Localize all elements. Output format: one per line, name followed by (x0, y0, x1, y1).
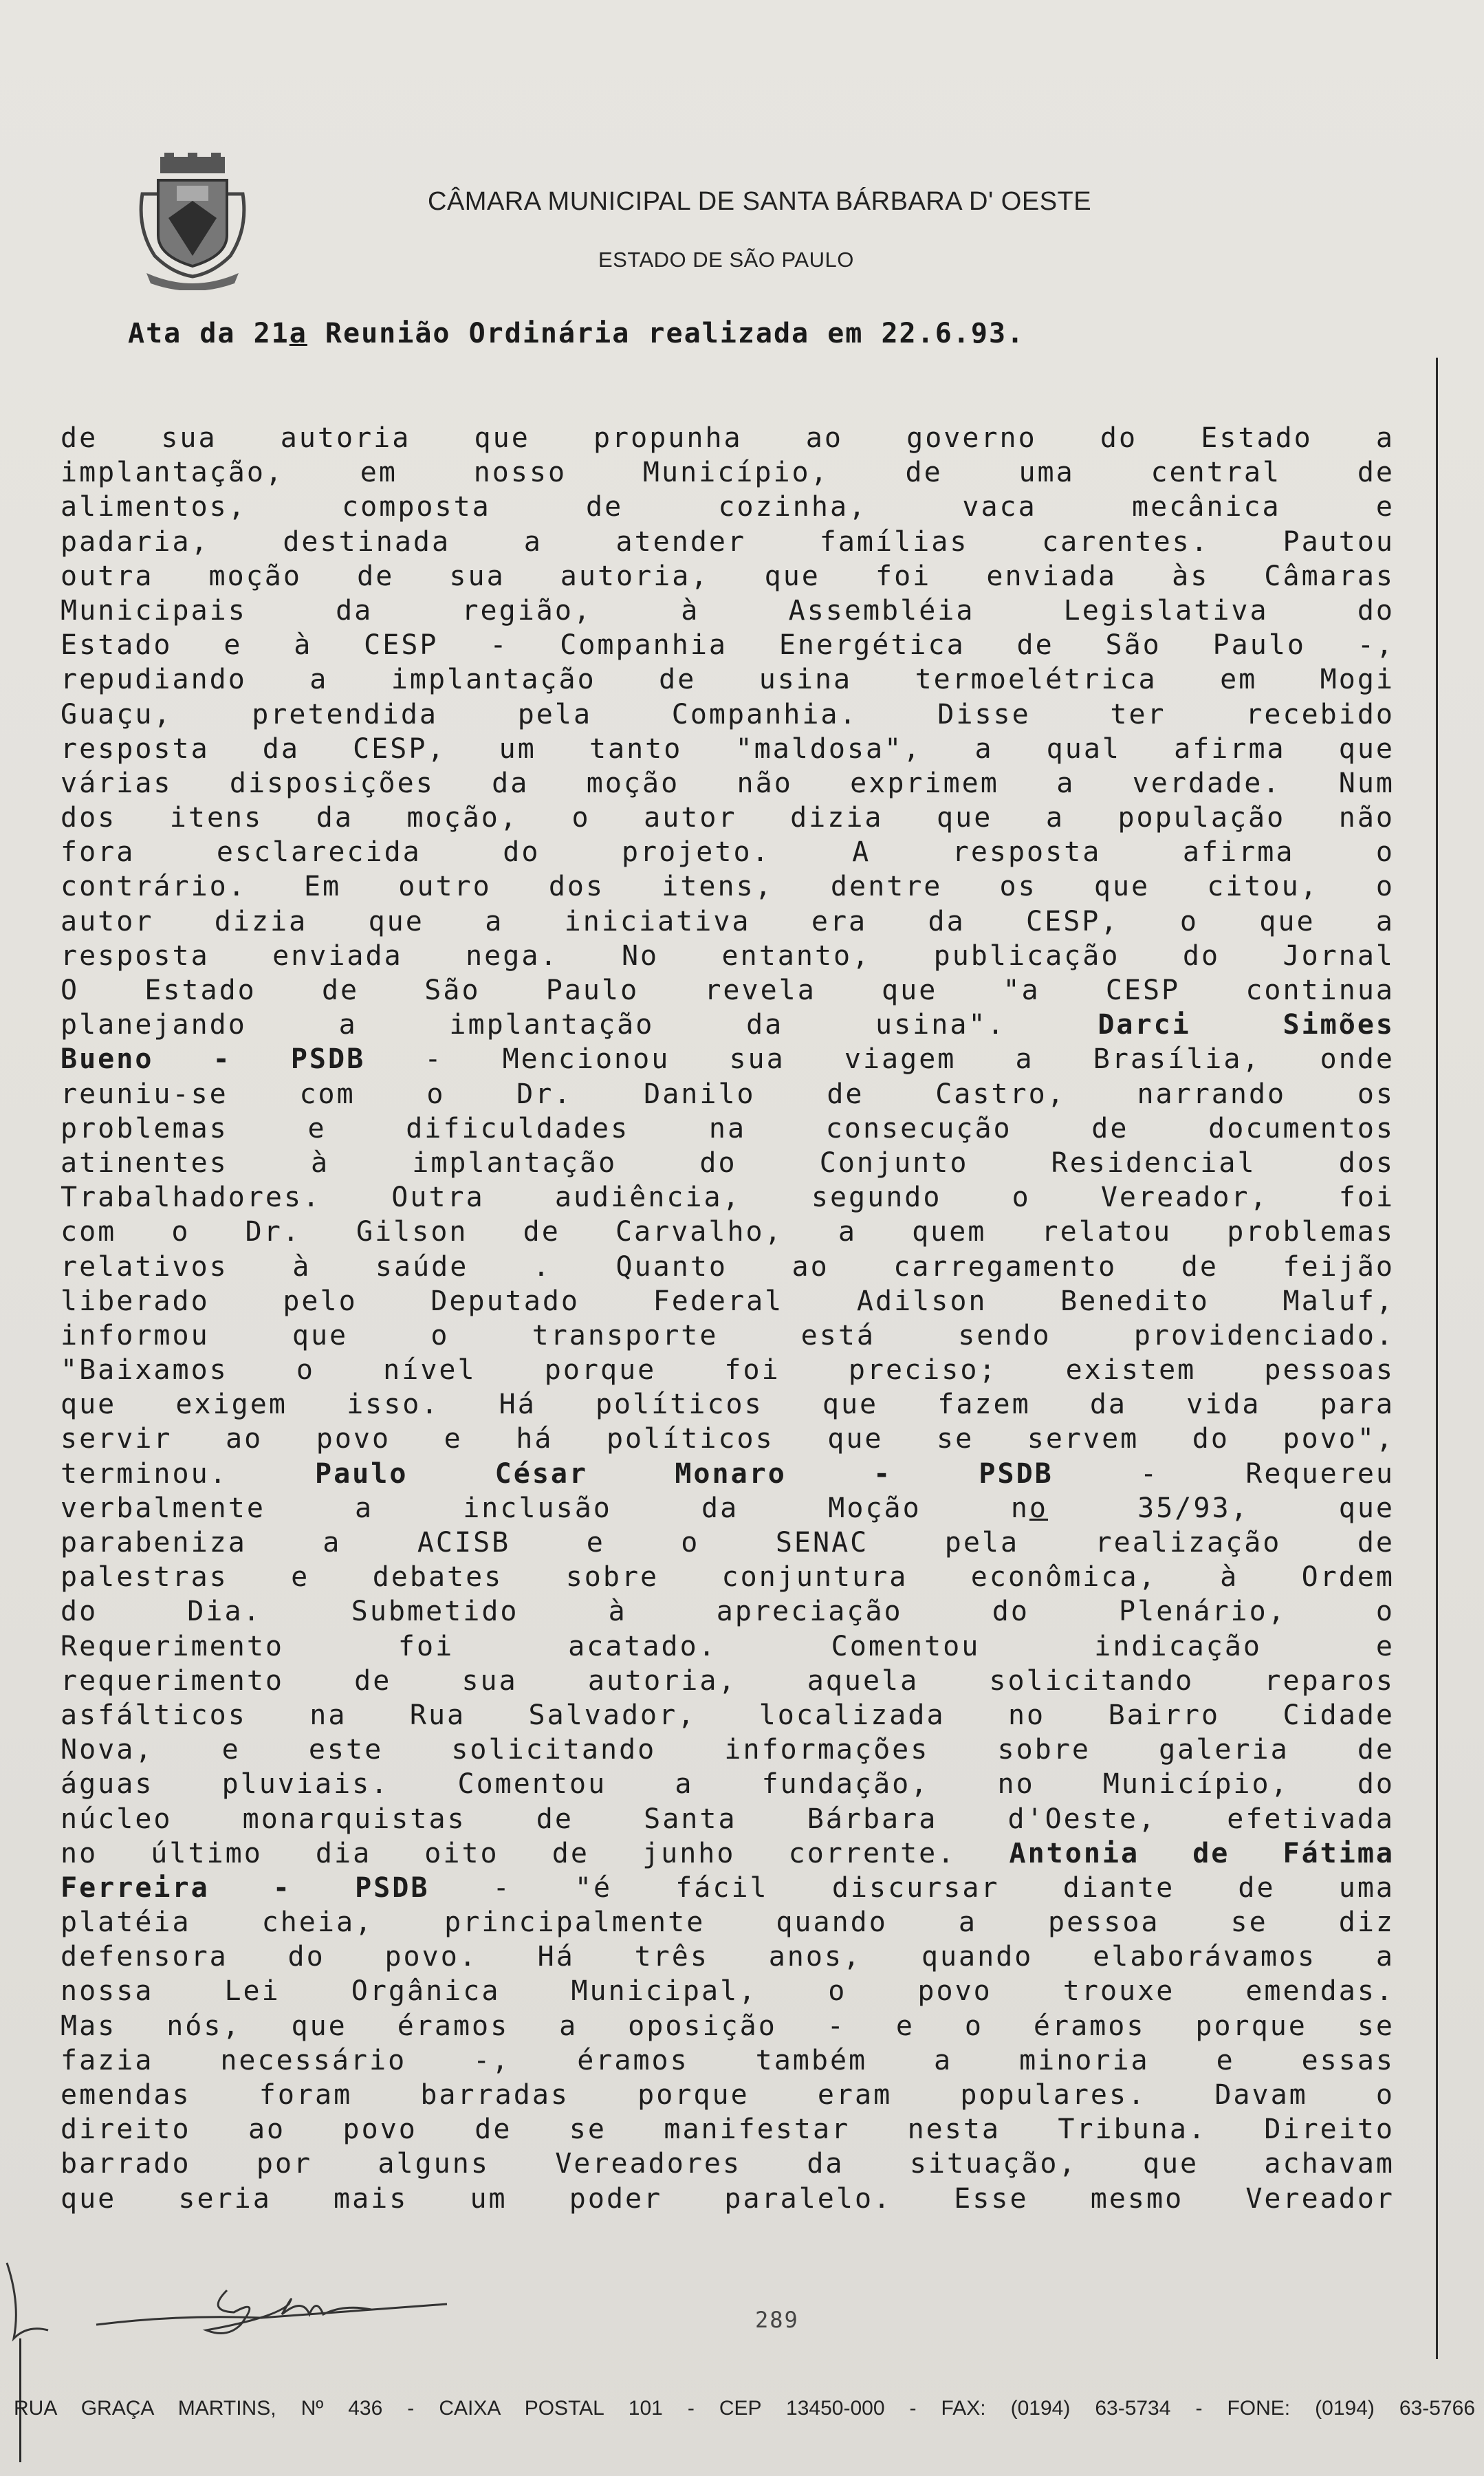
title-rest: Reunião Ordinária realizada em 22.6.93. (307, 318, 1025, 349)
text-line: palestras e debates sobre conjuntura econômica, à Ordem (61, 1561, 1395, 1594)
text-line: núcleo monarquistas de Santa Bárbara d'Oeste, efetivada (61, 1803, 1395, 1835)
text-run: 35/93, que (1048, 1492, 1395, 1524)
text-line (61, 1457, 1395, 1491)
text-line: de sua autoria que propunha ao governo do Estado a (61, 422, 1395, 454)
text-line: Mas nós, que éramos a oposição - e o éramos porque se (61, 2010, 1395, 2042)
municipal-coat-of-arms-icon (134, 153, 251, 290)
text-line: nossa Lei Orgânica Municipal, o povo trouxe emendas. (61, 1975, 1395, 2008)
text-line: Trabalhadores. Outra audiência, segundo o Vereador, foi (61, 1182, 1395, 1214)
institution-state: ESTADO DE SÃO PAULO (598, 248, 854, 272)
text-line: águas pluviais. Comentou a fundação, no Município, do (61, 1768, 1395, 1801)
institution-name: CÂMARA MUNICIPAL DE SANTA BÁRBARA D' OESTE (428, 187, 1092, 216)
text-line (61, 1042, 1395, 1076)
text-line (61, 1008, 1395, 1042)
text-line: do Dia. Submetido à apreciação do Plenário, o (61, 1596, 1395, 1628)
text-run: - Requereu (1053, 1457, 1395, 1490)
text-line: barrado por alguns Vereadores da situação, que achavam (61, 2148, 1395, 2180)
title-prefix: Ata da 21 (128, 318, 290, 349)
text-run: planejando a implantação da usina". (61, 1009, 1006, 1041)
minutes-body (61, 421, 1395, 2216)
text-line: Estado e à CESP - Companhia Energética de São Paulo -, (61, 629, 1395, 662)
text-line: padaria, destinada a atender famílias carentes. Pautou (61, 525, 1395, 558)
text-line (61, 1491, 1395, 1525)
text-run: terminou. (61, 1457, 315, 1490)
text-line: que exigem isso. Há políticos que fazem da vida para (61, 1389, 1395, 1421)
text-run: no último dia oito de junho corrente. (61, 1837, 1010, 1869)
text-line: direito ao povo de se manifestar nesta Tribuna. Direito (61, 2114, 1395, 2146)
text-line: implantação, em nosso Município, de uma central de (61, 457, 1395, 489)
text-line: "Baixamos o nível porque foi preciso; existem pessoas (61, 1354, 1395, 1387)
text-line (61, 1871, 1395, 1905)
text-line: autor dizia que a iniciativa era da CESP, o que a (61, 905, 1395, 937)
text-line: liberado pelo Deputado Federal Adilson Benedito Maluf, (61, 1285, 1395, 1317)
text-line: com o Dr. Gilson de Carvalho, a quem relatou problemas (61, 1216, 1395, 1248)
text-run: verbalmente a inclusão da Moção n (61, 1492, 1029, 1524)
page-number: 289 (755, 2307, 799, 2333)
title-ordinal-suffix: a (289, 318, 307, 349)
text-line: fora esclarecida do projeto. A resposta afirma o (61, 836, 1395, 869)
text-line: outra moção de sua autoria, que foi enviada às Câmaras (61, 560, 1395, 592)
text-line: dos itens da moção, o autor dizia que a população não (61, 802, 1395, 834)
text-line: reuniu-se com o Dr. Danilo de Castro, narrando os (61, 1078, 1395, 1110)
text-line: Requerimento foi acatado. Comentou indicação e (61, 1630, 1395, 1662)
speaker-name: Antonia de Fátima (1009, 1837, 1395, 1869)
text-line: resposta enviada nega. No entanto, publicação do Jornal (61, 940, 1395, 972)
handwritten-signature-icon (0, 2249, 454, 2359)
text-line: Guaçu, pretendida pela Companhia. Disse ter recebido (61, 698, 1395, 730)
text-line: que seria mais um poder paralelo. Esse mesmo Vereador (61, 2182, 1395, 2215)
footer-address: RUA GRAÇA MARTINS, Nº 436 - CAIXA POSTAL 101 - CEP 13450-000 - FAX: (0194) 63-5734 - FONE: (0194) 63-5766 (14, 2397, 1475, 2420)
text-line: parabeniza a ACISB e o SENAC pela realização de (61, 1527, 1395, 1559)
document-title (128, 318, 1333, 349)
text-line: contrário. Em outro dos itens, dentre os que citou, o (61, 871, 1395, 903)
text-line: repudiando a implantação de usina termoelétrica em Mogi (61, 664, 1395, 696)
text-line: informou que o transporte está sendo providenciado. (61, 1319, 1395, 1351)
text-line: Municipais da região, à Assembléia Legislativa do (61, 594, 1395, 627)
text-line: relativos à saúde . Quanto ao carregamento de feijão (61, 1250, 1395, 1283)
text-line (61, 1836, 1395, 1871)
speaker-name: Ferreira - PSDB (61, 1871, 430, 1904)
text-line: fazia necessário -, éramos também a minoria e essas (61, 2044, 1395, 2076)
text-line: platéia cheia, principalmente quando a pessoa se diz (61, 1907, 1395, 1939)
text-run: - Mencionou sua viagem a Brasília, onde (365, 1043, 1395, 1076)
ordinal-suffix: o (1029, 1492, 1049, 1524)
text-run: - "é fácil discursar diante de uma (429, 1871, 1395, 1904)
text-line: várias disposições da moção não exprimem a verdade. Num (61, 767, 1395, 799)
speaker-name: Bueno - PSDB (61, 1043, 366, 1076)
text-line: asfálticos na Rua Salvador, localizada no Bairro Cidade (61, 1699, 1395, 1731)
text-line: Nova, e este solicitando informações sobre galeria de (61, 1734, 1395, 1766)
text-line: servir ao povo e há políticos que se servem do povo", (61, 1423, 1395, 1455)
text-line: alimentos, composta de cozinha, vaca mecânica e (61, 491, 1395, 523)
text-line: atinentes à implantação do Conjunto Residencial dos (61, 1147, 1395, 1179)
right-margin-line (1436, 358, 1438, 2359)
speaker-name: Darci Simões (1098, 1009, 1395, 1041)
text-line: requerimento de sua autoria, aquela solicitando reparos (61, 1664, 1395, 1697)
speaker-name: Paulo César Monaro - PSDB (315, 1457, 1054, 1490)
text-line: O Estado de São Paulo revela que "a CESP continua (61, 975, 1395, 1006)
text-line: defensora do povo. Há três anos, quando elaborávamos a (61, 1941, 1395, 1973)
text-line: problemas e dificuldades na consecução de documentos (61, 1112, 1395, 1144)
text-line: emendas foram barradas porque eram populares. Davam o (61, 2079, 1395, 2111)
text-line: resposta da CESP, um tanto "maldosa", a qual afirma que (61, 732, 1395, 765)
